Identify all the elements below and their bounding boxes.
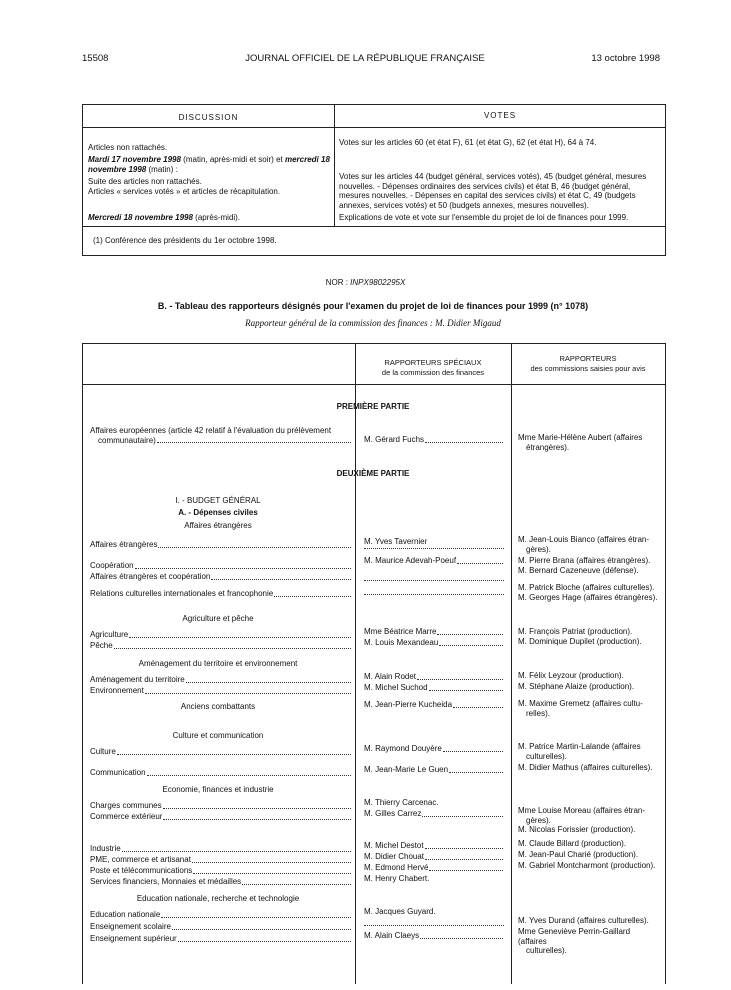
budget-general-heading: I. - BUDGET GÉNÉRAL — [175, 496, 261, 505]
cat-anciens-combattants: Anciens combattants — [180, 702, 256, 711]
row-industrie-label: Industrie — [90, 844, 352, 854]
row-superieur-avis: Mme Geneviève Perrin-Gaillard (affaires culturelles). — [518, 927, 631, 955]
row-charges-label: Charges communes — [90, 801, 352, 811]
row-environnement-label: Environnement — [90, 686, 352, 696]
row-education-special: M. Jacques Guyard. — [364, 907, 436, 916]
row-communication-label: Communication — [90, 768, 352, 778]
discussion-row-3b: Articles « services votés » et articles de récapitulation. — [88, 187, 281, 196]
cat-education: Education nationale, recherche et technologie — [136, 894, 300, 903]
row-amenagement-avis: M. Félix Leyzour (production). — [518, 671, 624, 680]
row-culture-special: M. Raymond Douyère — [364, 744, 504, 754]
row-superieur-label: Enseignement supérieur — [90, 934, 352, 944]
row-cooperation-label: Coopération — [90, 561, 352, 571]
part-one-heading: PREMIÈRE PARTIE — [336, 402, 410, 411]
row-superieur-special: M. Alain Claeys — [364, 931, 504, 941]
section-title: B. - Tableau des rapporteurs désignés pour l'examen du projet de loi de finances pour 1999 (n° 1078) — [157, 301, 589, 311]
journal-title: JOURNAL OFFICIEL DE LA RÉPUBLIQUE FRANÇAISE — [245, 53, 485, 64]
page-date: 13 octobre 1998 — [591, 53, 660, 64]
row-poste-special: M. Edmond Hervé — [364, 863, 504, 873]
row-commerce-avis: Mme Louise Moreau (affaires étran- gères). M. Nicolas Forissier (production). — [518, 806, 646, 834]
table-footnote: (1) Conférence des présidents du 1er octobre 1998. — [93, 236, 277, 245]
row-agriculture-avis: M. François Patriat (production). — [518, 627, 633, 636]
depenses-civiles-heading: A. - Dépenses civiles — [178, 508, 258, 517]
row-affaires-europeennes-special: M. Gérard Fuchs — [364, 435, 504, 445]
row-pme-avis: M. Jean-Paul Charié (production). — [518, 850, 639, 859]
cat-agriculture: Agriculture et pêche — [182, 614, 254, 623]
discussion-row-2: Mardi 17 novembre 1998 (matin, après-midi et soir) et mercredi 18 novembre 1998 (matin) : — [88, 155, 330, 174]
cat-economie: Economie, finances et industrie — [162, 785, 274, 794]
row-communication-special: M. Jean-Marie Le Guen — [364, 765, 504, 775]
row-pme-label: PME, commerce et artisanat — [90, 855, 352, 865]
discussion-header: DISCUSSION — [178, 113, 239, 122]
rapporteur-general: Rapporteur général de la commission des finances : M. Didier Migaud — [245, 318, 501, 328]
discussion-row-4: Mercredi 18 novembre 1998 (après-midi). — [88, 213, 241, 222]
row-services-label: Services financiers, Monnaies et médailles — [90, 877, 352, 887]
row-peche-label: Pêche — [90, 641, 352, 651]
row-culture-label: Culture — [90, 747, 352, 757]
row-industrie-avis: M. Claude Billard (production). — [518, 839, 627, 848]
row-commerce-label: Commerce extérieur — [90, 812, 352, 822]
row-affaires-etrangeres-label: Affaires étrangères — [90, 540, 352, 550]
row-industrie-special: M. Michel Destot — [364, 841, 504, 851]
row-cooperation-special: M. Maurice Adevah-Poeuf — [364, 556, 504, 566]
votes-row-3: Votes sur les articles 44 (budget général, services votés), 45 (budget général, mesures nouvelles. - Dépenses ordinaires des services civils) et état B, 46 (budget général, mesures nouvelles. - Dépenses en capital des services civils) et état C, 49 (budgets annexes, services votés) et 50 (budgets annexes, mesures nouvelles). — [339, 172, 647, 210]
row-culture-avis: M. Patrice Martin-Lalande (affaires culturelles). — [518, 742, 641, 761]
row-affaires-etrangeres-special: M. Yves Tavernier — [364, 537, 428, 546]
row-affaires-europeennes-label: Affaires européennes (article 42 relatif à l'évaluation du prélèvement communautaire) — [90, 426, 352, 445]
votes-row-1: Votes sur les articles 60 (et état F), 61 (et état G), 62 (et état H), 64 à 74. — [339, 138, 597, 147]
row-poste-avis: M. Gabriel Montcharmont (production). — [518, 861, 656, 870]
row-environnement-avis: M. Stéphane Alaize (production). — [518, 682, 635, 691]
row-poste-label: Poste et télécommunications — [90, 866, 352, 876]
row-commerce-special: M. Gilles Carrez — [364, 809, 504, 819]
row-peche-special: M. Louis Mexandeau — [364, 638, 504, 648]
row-affaires-europeennes-avis: Mme Marie-Hélène Aubert (affaires étrangères). — [518, 433, 643, 452]
cat-culture: Culture et communication — [172, 731, 264, 740]
row-cooperation-avis: M. Pierre Brana (affaires étrangères). M. Bernard Cazeneuve (défense). — [518, 556, 651, 575]
row-relations-culturelles-avis: M. Patrick Bloche (affaires culturelles). M. Georges Hage (affaires étrangères). — [518, 583, 658, 602]
row-anciens-special: M. Jean-Pierre Kucheida — [364, 700, 504, 710]
row-services-special: M. Henry Chabert. — [364, 874, 430, 883]
row-aec-label: Affaires étrangères et coopération — [90, 572, 352, 582]
votes-table — [82, 104, 666, 256]
row-charges-special: M. Thierry Carcenac. — [364, 798, 439, 807]
row-anciens-avis: M. Maxime Gremetz (affaires cultu- relles). — [518, 699, 643, 718]
part-two-heading: DEUXIÈME PARTIE — [336, 469, 410, 478]
votes-row-4: Explications de vote et vote sur l'ensemble du projet de loi de finances pour 1999. — [339, 213, 629, 222]
discussion-row-1: Articles non rattachés. — [88, 143, 168, 152]
votes-header: VOTES — [483, 111, 517, 120]
row-peche-avis: M. Dominique Dupilet (production). — [518, 637, 642, 646]
row-pme-special: M. Didier Chouat — [364, 852, 504, 862]
row-scolaire-label: Enseignement scolaire — [90, 922, 352, 932]
row-education-label: Education nationale — [90, 910, 352, 920]
page-number: 15508 — [82, 53, 109, 64]
row-amenagement-label: Aménagement du territoire — [90, 675, 352, 685]
row-environnement-special: M. Michel Suchod — [364, 683, 504, 693]
cat-affaires-etrangeres: Affaires étrangères — [184, 521, 252, 530]
row-agriculture-special: Mme Béatrice Marre — [364, 627, 504, 637]
row-relations-culturelles-label: Relations culturelles internationales et francophonie — [90, 589, 352, 599]
row-communication-avis: M. Didier Mathus (affaires culturelles). — [518, 763, 653, 772]
col-avis-header: RAPPORTEURS des commissions saisies pour avis — [530, 354, 646, 373]
row-agriculture-label: Agriculture — [90, 630, 352, 640]
discussion-row-3a: Suite des articles non rattachés. — [88, 177, 202, 186]
cat-amenagement: Aménagement du territoire et environnement — [138, 659, 298, 668]
col-special-header: RAPPORTEURS SPÉCIAUX de la commission des finances — [381, 358, 485, 377]
row-amenagement-special: M. Alain Rodet — [364, 672, 504, 682]
nor-reference: NOR : INPX9802295X — [325, 278, 406, 287]
row-affaires-etrangeres-avis: M. Jean-Louis Bianco (affaires étran- gères). — [518, 535, 650, 554]
row-scolaire-avis: M. Yves Durand (affaires culturelles). — [518, 916, 649, 925]
